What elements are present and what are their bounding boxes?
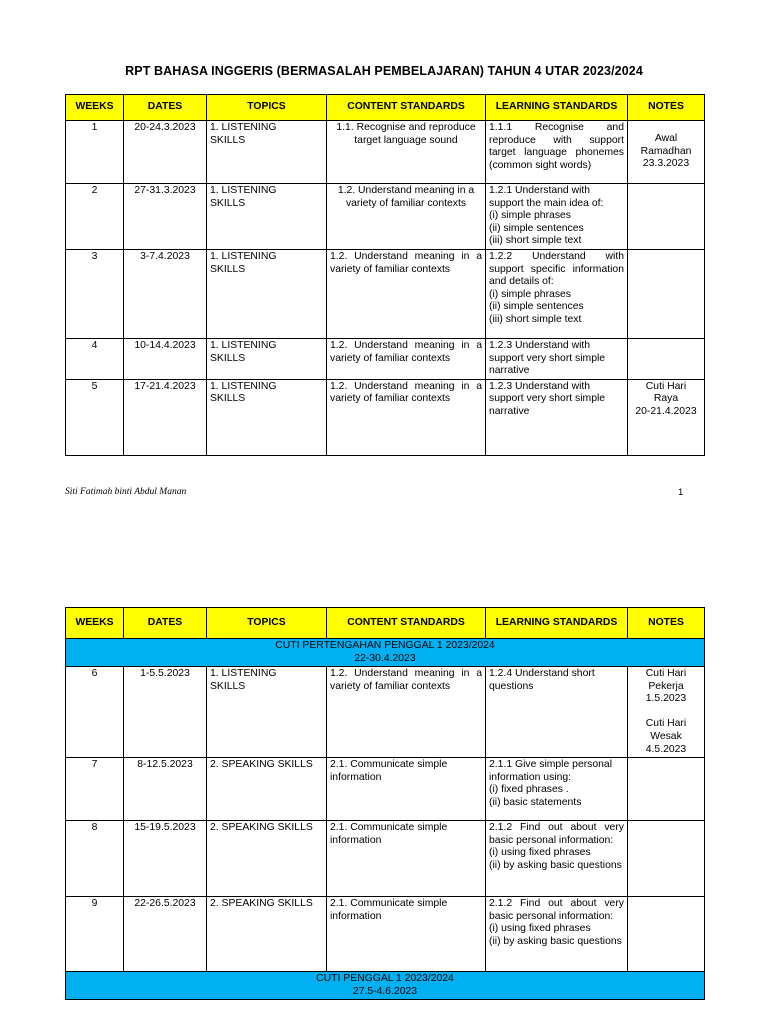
week-cell: 8 <box>66 821 124 897</box>
rpt-table-page-2 <box>65 607 705 1000</box>
learning-standard-cell: 1.2.4 Understand short questions <box>486 667 628 758</box>
content-standard-cell: 1.1. Recognise and reproduce target language sound <box>327 121 486 184</box>
notes-cell <box>628 249 705 338</box>
table-row <box>66 758 705 821</box>
header-notes: NOTES <box>628 95 705 121</box>
rpt-table-page-1 <box>65 94 705 456</box>
table-row <box>66 249 705 338</box>
date-cell: 20-24.3.2023 <box>124 121 207 184</box>
header-dates: DATES <box>124 608 207 639</box>
header-weeks: WEEKS <box>66 95 124 121</box>
holiday-banner <box>66 972 705 1000</box>
week-cell: 5 <box>66 379 124 455</box>
holiday-banner <box>66 639 705 667</box>
notes-cell: Cuti Hari Raya 20-21.4.2023 <box>628 379 705 455</box>
date-cell: 10-14.4.2023 <box>124 338 207 379</box>
topic-cell: 2. SPEAKING SKILLS <box>207 821 327 897</box>
notes-cell: Cuti Hari Pekerja 1.5.2023 Cuti Hari Wesak 4.5.2023 <box>628 667 705 758</box>
footer-author: Siti Fatimah binti Abdul Manan <box>65 487 187 497</box>
topic-cell: 1. LISTENING SKILLS <box>207 379 327 455</box>
notes-cell <box>628 897 705 972</box>
content-standard-cell: 1.2. Understand meaning in a variety of familiar contexts <box>327 379 486 455</box>
content-standard-cell: 1.2. Understand meaning in a variety of familiar contexts <box>327 184 486 250</box>
content-standard-cell: 1.2. Understand meaning in a variety of familiar contexts <box>327 338 486 379</box>
content-standard-cell: 2.1. Communicate simple information <box>327 897 486 972</box>
learning-standard-cell: 1.2.3 Understand with support very short simple narrative <box>486 338 628 379</box>
header-learning-standards: LEARNING STANDARDS <box>486 95 628 121</box>
table-header-row <box>66 608 705 639</box>
table-row <box>66 379 705 455</box>
week-cell: 6 <box>66 667 124 758</box>
notes-cell <box>628 821 705 897</box>
holiday-banner-dates: 27.5-4.6.2023 <box>352 985 418 997</box>
page-number: 1 <box>678 487 684 498</box>
table-row <box>66 121 705 184</box>
date-cell: 1-5.5.2023 <box>124 667 207 758</box>
learning-standard-cell: 1.1.1 Recognise and reproduce with support target language phonemes (common sight words) <box>486 121 628 184</box>
date-cell: 17-21.4.2023 <box>124 379 207 455</box>
content-standard-cell: 2.1. Communicate simple information <box>327 821 486 897</box>
date-cell: 3-7.4.2023 <box>124 249 207 338</box>
learning-standard-cell: 1.2.3 Understand with support very short simple narrative <box>486 379 628 455</box>
header-weeks: WEEKS <box>66 608 124 639</box>
header-dates: DATES <box>124 95 207 121</box>
week-cell: 7 <box>66 758 124 821</box>
content-standard-cell: 1.2. Understand meaning in a variety of familiar contexts <box>327 249 486 338</box>
week-cell: 2 <box>66 184 124 250</box>
week-cell: 1 <box>66 121 124 184</box>
date-cell: 22-26.5.2023 <box>124 897 207 972</box>
holiday-banner-row <box>66 972 705 1000</box>
header-content-standards: CONTENT STANDARDS <box>327 608 486 639</box>
notes-cell <box>628 338 705 379</box>
topic-cell: 1. LISTENING SKILLS <box>207 338 327 379</box>
topic-cell: 2. SPEAKING SKILLS <box>207 897 327 972</box>
header-learning-standards: LEARNING STANDARDS <box>486 608 628 639</box>
topic-cell: 1. LISTENING SKILLS <box>207 249 327 338</box>
topic-cell: 1. LISTENING SKILLS <box>207 184 327 250</box>
holiday-banner-title: CUTI PERTENGAHAN PENGGAL 1 2023/2024 <box>275 640 495 652</box>
header-notes: NOTES <box>628 608 705 639</box>
notes-cell: Awal Ramadhan 23.3.2023 <box>628 121 705 184</box>
content-standard-cell: 1.2. Understand meaning in a variety of familiar contexts <box>327 667 486 758</box>
holiday-banner-dates: 22-30.4.2023 <box>354 652 416 664</box>
week-cell: 4 <box>66 338 124 379</box>
learning-standard-cell: 2.1.1 Give simple personal information using: (i) fixed phrases . (ii) basic statements <box>486 758 628 821</box>
table-row <box>66 184 705 250</box>
week-cell: 9 <box>66 897 124 972</box>
header-content-standards: CONTENT STANDARDS <box>327 95 486 121</box>
notes-cell <box>628 758 705 821</box>
holiday-banner-row <box>66 639 705 667</box>
table-header-row <box>66 95 705 121</box>
topic-cell: 1. LISTENING SKILLS <box>207 121 327 184</box>
topic-cell: 1. LISTENING SKILLS <box>207 667 327 758</box>
content-standard-cell: 2.1. Communicate simple information <box>327 758 486 821</box>
header-topics: TOPICS <box>207 95 327 121</box>
learning-standard-cell: 1.2.2 Understand with support specific information and details of: (i) simple phrases (ii) simple sentences (iii) short simple text <box>486 249 628 338</box>
date-cell: 27-31.3.2023 <box>124 184 207 250</box>
document-title: RPT BAHASA INGGERIS (BERMASALAH PEMBELAJARAN) TAHUN 4 UTAR 2023/2024 <box>125 64 643 78</box>
learning-standard-cell: 2.1.2 Find out about very basic personal information: (i) using fixed phrases (ii) by asking basic questions <box>486 821 628 897</box>
date-cell: 8-12.5.2023 <box>124 758 207 821</box>
holiday-banner-title: CUTI PENGGAL 1 2023/2024 <box>316 973 454 985</box>
learning-standard-cell: 2.1.2 Find out about very basic personal information: (i) using fixed phrases (ii) by asking basic questions <box>486 897 628 972</box>
table-row <box>66 667 705 758</box>
week-cell: 3 <box>66 249 124 338</box>
date-cell: 15-19.5.2023 <box>124 821 207 897</box>
topic-cell: 2. SPEAKING SKILLS <box>207 758 327 821</box>
table-row <box>66 338 705 379</box>
table-row <box>66 897 705 972</box>
header-topics: TOPICS <box>207 608 327 639</box>
notes-cell <box>628 184 705 250</box>
table-row <box>66 821 705 897</box>
learning-standard-cell: 1.2.1 Understand with support the main idea of: (i) simple phrases (ii) simple sentences (iii) short simple text <box>486 184 628 250</box>
